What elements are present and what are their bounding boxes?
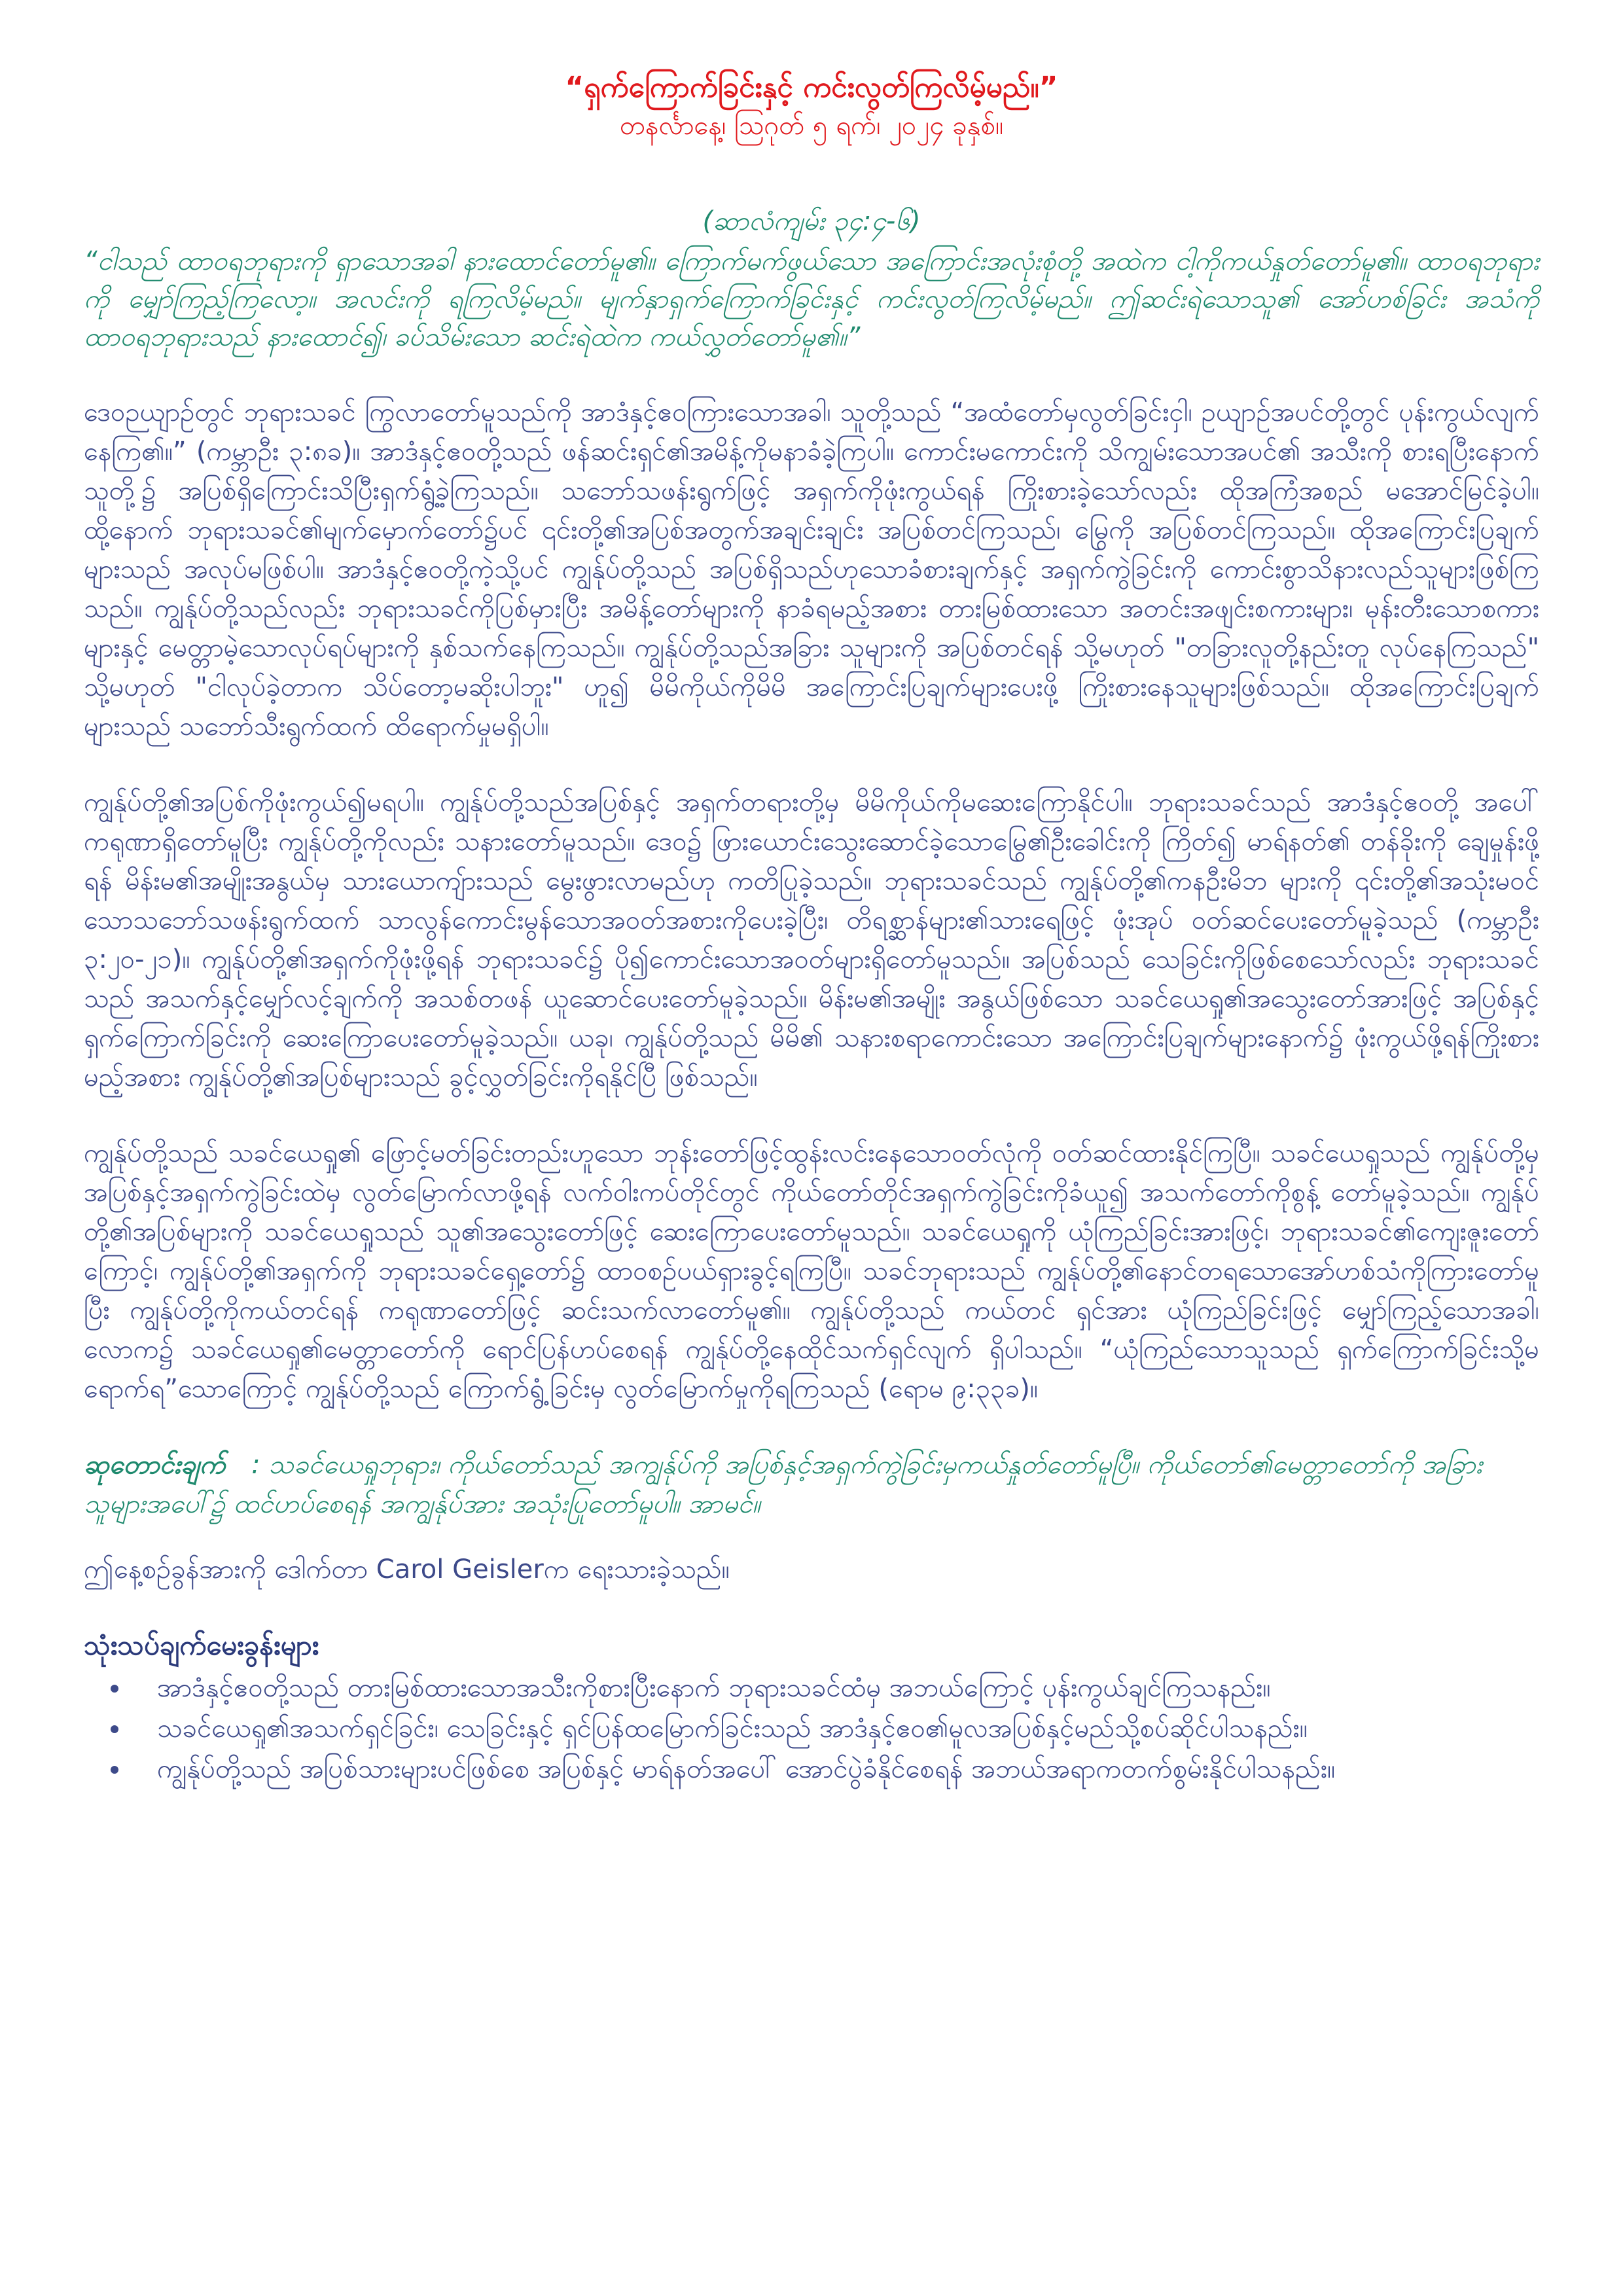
body-paragraph-1: ဒေဝဉယျာဉ်တွင် ဘုရားသခင် ကြွလာတော်မူသည်ကို အာဒံနှင့်ဧဝကြားသောအခါ၊ သူတို့သည် “အထံတော်မှလွတ်ခြင်းငှါ၊ ဥယျာဉ်အပင်တို့တွင် ပုန်းကွယ်လျက်နေကြ၏။” (ကမ္ဘာဦး ၃:၈ခ)။ အာဒံနှင့်ဧဝတို့သည် ဖန်ဆင်းရှင်၏အမိန့်ကိုမနာခံခဲ့ကြပါ။ ကောင်းမကောင်းကို သိကျွမ်းသောအပင်၏ အသီးကို စားရပြီးနောက် သူတို့၌ အပြစ်ရှိကြောင်းသိပြီးရှက်ရွံ့ခဲ့ကြသည်။ သဘော်သဖန်းရွက်ဖြင့် အရှက်ကိုဖုံးကွယ်ရန် ကြိုးစားခဲ့သော်လည်း ထိုအကြံအစည် မအောင်မြင်ခဲ့ပါ။ ထို့နောက် ဘုရားသခင်၏မျက်မှောက်တော်၌ပင် ၎င်းတို့၏အပြစ်အတွက်အချင်းချင်း အပြစ်တင်ကြသည်၊ မြွေကို အပြစ်တင်ကြသည်။ ထိုအကြောင်းပြချက်များသည် အလုပ်မဖြစ်ပါ။ အာဒံနှင့်ဧဝတို့ကဲ့သို့ပင် ကျွန်ုပ်တို့သည် အပြစ်ရှိသည်ဟုသောခံစားချက်နှင့် အရှက်ကွဲခြင်းကို ကောင်းစွာသိနားလည်သူများဖြစ်ကြသည်။ ကျွန်ုပ်တို့သည်လည်း ဘုရားသခင်ကိုပြစ်မှားပြီး အမိန့်တော်များကို နာခံရမည့်အစား တားမြစ်ထားသော အတင်းအဖျင်းစကားများ၊ မုန်းတီးသောစကားများနှင့် မေတ္တာမဲ့သောလုပ်ရပ်များကို နှစ်သက်နေကြသည်။ ကျွန်ုပ်တို့သည်အခြား သူများကို အပြစ်တင်ရန် သို့မဟုတ် "တခြားလူတို့နည်းတူ လုပ်နေကြသည်" သို့မဟုတ် "ငါလုပ်ခဲ့တာက သိပ်တော့မဆိုးပါဘူး" ဟူ၍ မိမိကိုယ်ကိုမိမိ အကြောင်းပြချက်များပေးဖို့ ကြိုးစားနေသူများဖြစ်သည်။ ထိုအကြောင်းပြချက်များသည် သဘော်သီးရွက်ထက် ထိရောက်မှုမရှိပါ။ (84, 397, 1539, 742)
prayer-text: : သခင်ယေရှုဘုရား၊ ကိုယ်တော်သည် အကျွန်ုပ်ကို အပြစ်နှင့်အရှက်ကွဲခြင်းမှကယ်နှုတ်တော်မူပြီ။ ကိုယ်တော်၏မေတ္တာတော်ကို အခြားသူများအပေါ်၌ ထင်ဟပ်စေရန် အကျွန်ုပ်အား အသုံးပြုတော်မူပါ။ အာမင်။ (84, 1450, 1482, 1519)
prayer-label: ဆုတောင်းချက် (84, 1450, 226, 1480)
question-item-3: • ကျွန်ုပ်တို့သည် အပြစ်သားများပင်ဖြစ်စေ အပြစ်နှင့် မာရ်နတ်အပေါ် အောင်ပွဲခံနိုင်စေရန် အဘယ်အရာကတက်စွမ်းနိုင်ပါသနည်း။ (131, 1749, 1539, 1789)
devotional-page (84, 63, 1539, 1789)
page-title: “ရှက်ကြောက်ခြင်းနှင့် ကင်းလွတ်ကြလိမ့်မည်။” (565, 71, 1058, 104)
scripture-reference: (ဆာလံကျမ်း ၃၄:၄-၆) (702, 206, 921, 236)
date-line: တနင်္လာနေ့၊ ဩဂုတ် ၅ ရက်၊ ၂၀၂၄ ခုနှစ်။ (619, 111, 1004, 141)
questions-list (84, 1668, 1539, 1789)
body-paragraph-2: ကျွန်ုပ်တို့၏အပြစ်ကိုဖုံးကွယ်၍မရပါ။ ကျွန်ုပ်တို့သည်အပြစ်နှင့် အရှက်တရားတို့မှ မိမိကိုယ်ကိုမဆေးကြောနိုင်ပါ။ ဘုရားသခင်သည် အာဒံနှင့်ဧဝတို့ အပေါ် ကရုဏာရှိတော်မူပြီး ကျွန်ုပ်တို့ကိုလည်း သနားတော်မူသည်။ ဒေဝ၌ ဖြားယောင်းသွေးဆောင်ခဲ့သောမြွေ၏ဦးခေါင်းကို ကြိတ်၍ မာရ်နတ်၏ တန်ခိုးကို ချေမှုန်းဖို့ရန် မိန်းမ၏အမျိုးအနွယ်မှ သားယောကျ်ားသည် မွေးဖွားလာမည်ဟု ကတိပြုခဲ့သည်။ ဘုရားသခင်သည် ကျွန်ုပ်တို့၏ကနဦးမိဘ များကို ၎င်းတို့၏အသုံးမဝင်သောသဘော်သဖန်းရွက်ထက် သာလွန်ကောင်းမွန်သောအဝတ်အစားကိုပေးခဲ့ပြီး၊ တိရစ္ဆာန်များ၏သားရေဖြင့် ဖုံးအုပ် ဝတ်ဆင်ပေးတော်မူခဲ့သည် (ကမ္ဘာဦး ၃:၂၀-၂၁)။ ကျွန်ုပ်တို့၏အရှက်ကိုဖုံးဖို့ရန် ဘုရားသခင်၌ ပို၍ကောင်းသောအဝတ်များရှိတော်မူသည်။ အပြစ်သည် သေခြင်းကိုဖြစ်စေသော်လည်း ဘုရားသခင်သည် အသက်နှင့်မျှော်လင့်ချက်ကို အသစ်တဖန် ယူဆောင်ပေးတော်မူခဲ့သည်။ မိန်းမ၏အမျိုး အနွယ်ဖြစ်သော သခင်ယေရှု၏အသွေးတော်အားဖြင့် အပြစ်နှင့်ရှက်ကြောက်ခြင်းကို ဆေးကြောပေးတော်မူခဲ့သည်။ ယခု၊ ကျွန်ုပ်တို့သည် မိမိ၏ သနားစရာကောင်းသော အကြောင်းပြချက်များနောက်၌ ဖုံးကွယ်ဖို့ရန်ကြိုးစားမည့်အစား ကျွန်ုပ်တို့၏အပြစ်များသည် ခွင့်လွှတ်ခြင်းကိုရနိုင်ပြီ ဖြစ်သည်။ (84, 787, 1540, 1092)
body-paragraph-3: ကျွန်ုပ်တို့သည် သခင်ယေရှု၏ ဖြောင့်မတ်ခြင်းတည်းဟူသော ဘုန်းတော်ဖြင့်ထွန်းလင်းနေသောဝတ်လုံကို ဝတ်ဆင်ထားနိုင်ကြပြီ။ သခင်ယေရှုသည် ကျွန်ုပ်တို့မှ အပြစ်နှင့်အရှက်ကွဲခြင်းထဲမှ လွတ်မြောက်လာဖို့ရန် လက်ဝါးကပ်တိုင်တွင် ကိုယ်တော်တိုင်အရှက်ကွဲခြင်းကိုခံယူ၍ အသက်တော်ကိုစွန့် တော်မူခဲ့သည်။ ကျွန်ုပ်တို့၏အပြစ်များကို သခင်ယေရှုသည် သူ၏အသွေးတော်ဖြင့် ဆေးကြောပေးတော်မူသည်။ သခင်ယေရှုကို ယုံကြည်ခြင်းအားဖြင့်၊ ဘုရားသခင်၏ကျေးဇူးတော်ကြောင့်၊ ကျွန်ုပ်တို့၏အရှက်ကို ဘုရားသခင်ရှေ့တော်၌ ထာဝစဉ်ပယ်ရှားခွင့်ရကြပြီ။ သခင်ဘုရားသည် ကျွန်ုပ်တို့၏နောင်တရသောအော်ဟစ်သံကိုကြားတော်မူပြီး ကျွန်ုပ်တို့ကိုကယ်တင်ရန် ကရုဏာတော်ဖြင့် ဆင်းသက်လာတော်မူ၏။ ကျွန်ုပ်တို့သည် ကယ်တင် ရှင်အား ယုံကြည်ခြင်းဖြင့် မျှော်ကြည့်သောအခါ၊ လောက၌ သခင်ယေရှု၏မေတ္တာတော်ကို ရောင်ပြန်ဟပ်စေရန် ကျွန်ုပ်တို့နေထိုင်သက်ရှင်လျက် ရှိပါသည်။ “ယုံကြည်သောသူသည် ရှက်ကြောက်ခြင်းသို့မရောက်ရ”သောကြောင့် ကျွန်ုပ်တို့သည် ကြောက်ရွံ့ခြင်းမှ လွတ်မြောက်မှုကိုရကြသည် (ရောမ ၉:၃၃ခ)။ (84, 1138, 1539, 1404)
scripture-quote: “ငါသည် ထာဝရဘုရားကို ရှာသောအခါ နားထောင်တော်မူ၏။ ကြောက်မက်ဖွယ်သော အကြောင်းအလုံးစုံတို့ အထဲက ငါ့ကိုကယ်နှုတ်တော်မူ၏။ ထာဝရဘုရားကို မျှော်ကြည့်ကြလော့။ အလင်းကို ရကြလိမ့်မည်။ မျက်နှာရှက်ကြောက်ခြင်းနှင့် ကင်းလွတ်ကြလိမ့်မည်။ ဤဆင်းရဲသောသူ၏ အော်ဟစ်ခြင်း အသံကို ထာဝရဘုရားသည် နားထောင်၍၊ ခပ်သိမ်းသော ဆင်းရဲထဲက ကယ်လွှတ်တော်မူ၏။” (84, 246, 1539, 352)
author-line: ဤနေ့စဉ်ခွန်အားကို ဒေါက်တာ Carol Geislerက ရေးသားခဲ့သည်။ (84, 1554, 730, 1585)
questions-heading: သုံးသပ်ချက်မေးခွန်းများ (84, 1629, 319, 1661)
question-item-2: • သခင်ယေရှု၏အသက်ရှင်ခြင်း၊ သေခြင်းနှင့် ရှင်ပြန်ထမြောက်ခြင်းသည် အာဒံနှင့်ဧဝ၏မူလအပြစ်နှင့်မည်သို့စပ်ဆိုင်ပါသနည်း။ (131, 1708, 1539, 1749)
question-item-1: • အာဒံနှင့်ဧဝတို့သည် တားမြစ်ထားသောအသီးကိုစားပြီးနောက် ဘုရားသခင်ထံမှ အဘယ်ကြောင့် ပုန်းကွယ်ချင်ကြသနည်း။ (131, 1668, 1539, 1708)
prayer-section (84, 1445, 1539, 1524)
